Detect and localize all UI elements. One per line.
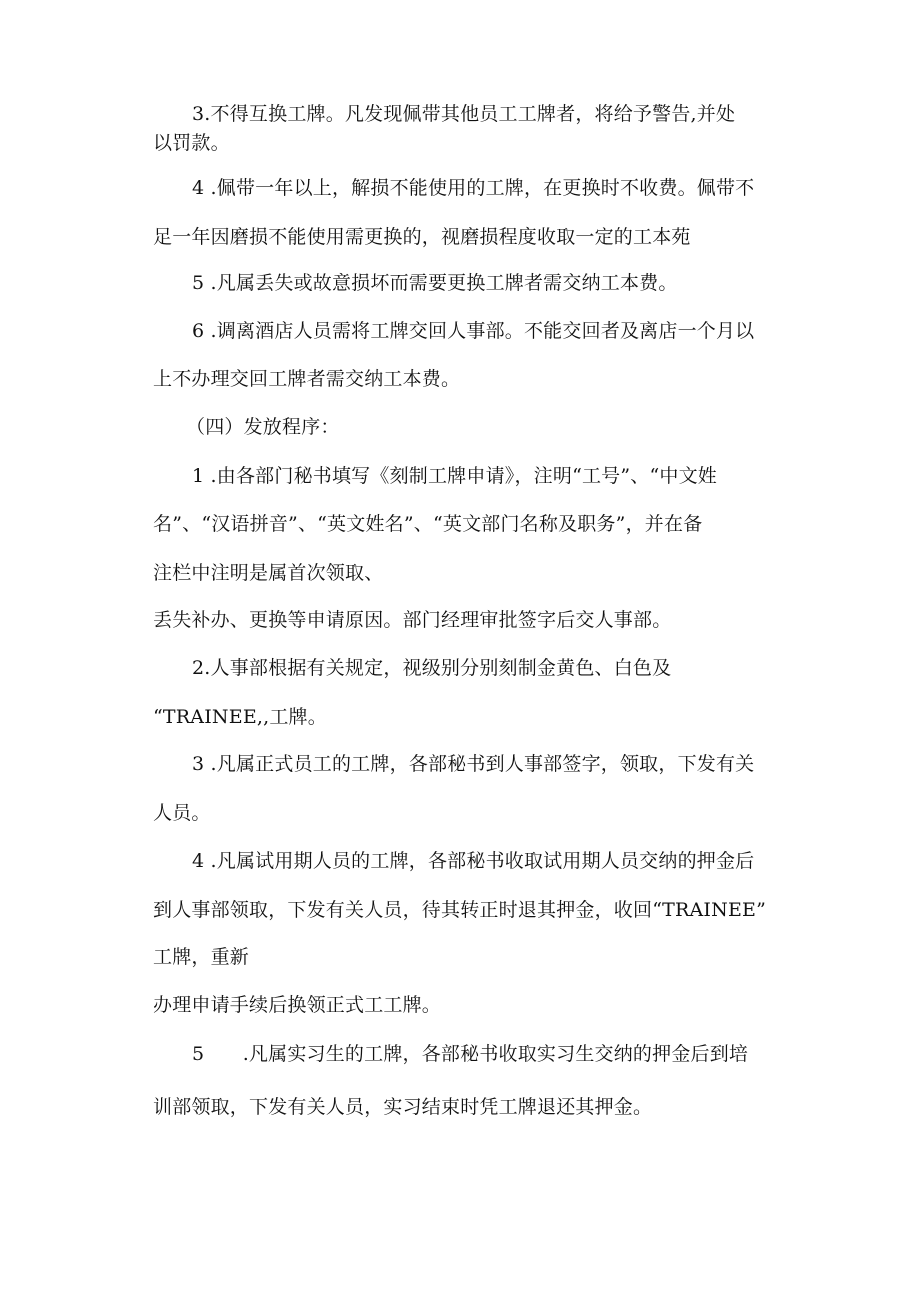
step-1-line-2: 名”、“汉语拼音”、“英文姓名”、“英文部门名称及职务”，并在备 bbox=[153, 513, 703, 535]
para-3-line-2: 以罚款。 bbox=[153, 132, 230, 154]
section-heading: （四）发放程序： bbox=[186, 416, 340, 438]
step-1-line-3: 注栏中注明是属首次领取、 bbox=[153, 562, 384, 584]
step-5-line-1: 5 .凡属实习生的工牌，各部秘书收取实习生交纳的押金后到培 bbox=[192, 1043, 749, 1065]
step-3-line-1: 3 .凡属正式员工的工牌，各部秘书到人事部签字，领取，下发有关 bbox=[192, 753, 755, 775]
para-4-line-1: 4 .佩带一年以上，解损不能使用的工牌，在更换时不收费。佩带不 bbox=[192, 177, 755, 199]
step-2-line-1: 2.人事部根据有关规定，视级别分别刻制金黄色、白色及 bbox=[192, 657, 672, 679]
para-3-line-1: 3.不得互换工牌。凡发现佩带其他员工工牌者，将给予警告,并处 bbox=[192, 103, 736, 125]
step-4-line-1: 4 .凡属试用期人员的工牌，各部秘书收取试用期人员交纳的押金后 bbox=[192, 850, 755, 872]
step-5-line-2: 训部领取，下发有关人员，实习结束时凭工牌退还其押金。 bbox=[153, 1096, 653, 1118]
step-3-line-2: 人员。 bbox=[153, 802, 211, 824]
para-5-line-1: 5 .凡属丢失或故意损坏而需要更换工牌者需交纳工本费。 bbox=[192, 272, 678, 294]
para-4-line-2: 足一年因磨损不能使用需更换的，视磨损程度收取一定的工本苑 bbox=[153, 226, 691, 248]
step-1-line-1: 1 .由各部门秘书填写《刻制工牌申请》，注明“工号”、“中文姓 bbox=[192, 465, 718, 487]
step-4-line-3: 工牌，重新 bbox=[153, 946, 250, 968]
step-4-line-4: 办理申请手续后换领正式工工牌。 bbox=[153, 994, 442, 1016]
step-2-line-2: “TRAINEE,,工牌。 bbox=[153, 706, 327, 728]
step-4-line-2: 到人事部领取，下发有关人员，待其转正时退其押金，收回“TRAINEE” bbox=[153, 899, 766, 921]
step-1-line-4: 丢失补办、更换等申请原因。部门经理审批签字后交人事部。 bbox=[153, 609, 672, 631]
para-6-line-1: 6 .调离酒店人员需将工牌交回人事部。不能交回者及离店一个月以 bbox=[192, 320, 755, 342]
para-6-line-2: 上不办理交回工牌者需交纳工本费。 bbox=[153, 368, 461, 390]
